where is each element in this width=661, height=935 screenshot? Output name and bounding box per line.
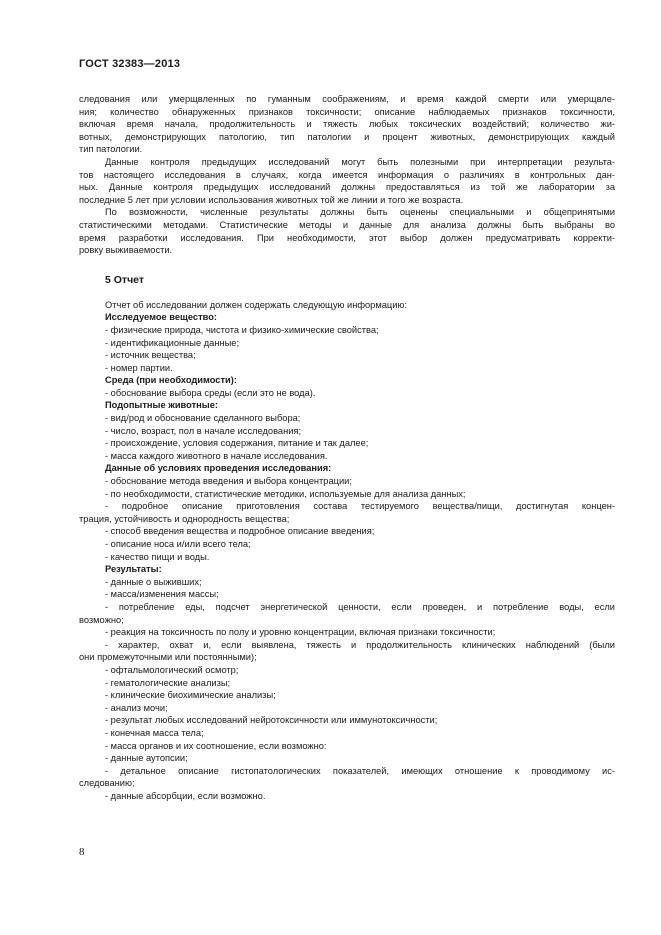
report-line: - масса каждого животного в начале исследования. (105, 450, 328, 461)
report-line: - масса органов и их соотношение, если возможно: (105, 740, 327, 751)
report-line: - офтальмологический осмотр; (105, 664, 239, 675)
page-number: 8 (79, 846, 85, 858)
report-line: - потребление еды, подсчет энергетической ценности, если проведен, и потребление воды, если (105, 601, 615, 612)
report-line: - гематологические анализы; (105, 677, 231, 688)
report-line: - вид/род и обоснование сделанного выбора; (105, 413, 301, 424)
report-line: - обоснование метода введения и выбора концентрации; (105, 476, 352, 487)
report-line: - подробное описание приготовления состава тестируемого вещества/пищи, достигнутая концен- (105, 501, 615, 512)
text-line: вотных, демонстрирующих патологию, тип патологии и процент животных, демонстрирующих каждый (79, 131, 615, 142)
report-line: - данные аутопсии; (105, 753, 188, 764)
text-line: ных. Данные контроля предыдущих исследований должны предоставляться из той же лаборатории за (79, 182, 615, 193)
report-line: Подопытные животные: (105, 400, 218, 411)
text-line: По возможности, численные результаты должны быть оценены специальными и общепринятыми (105, 207, 615, 218)
report-line: - способ введения вещества и подробное описание введения; (105, 526, 375, 537)
document-header: ГОСТ 32383—2013 (79, 58, 181, 70)
report-line: - анализ мочи; (105, 702, 168, 713)
report-line: - описание носа и/или всего тела; (105, 539, 251, 549)
report-line: Среда (при необходимости): (105, 375, 237, 386)
report-line: возможно; (79, 614, 124, 625)
report-line: - физические природа, чистота и физико-химические свойства; (105, 324, 379, 335)
section-title: 5 Отчет (105, 273, 145, 286)
report-line: - данные о выживших; (105, 576, 202, 587)
text-line: включая время начала, продолжительность и тяжесть любых токсических воздействий; количество жи- (79, 119, 615, 130)
report-line: Отчет об исследовании должен содержать следующую информацию: (105, 299, 407, 310)
report-line: - обоснование выбора среды (если это не вода). (105, 387, 316, 398)
report-line: - номер партии. (105, 362, 173, 373)
report-line: они промежуточными или постоянными); (79, 652, 257, 663)
report-line: Результаты: (105, 564, 162, 575)
report-line: - данные абсорбции, если возможно. (105, 790, 266, 801)
report-line: - идентификационные данные; (105, 337, 240, 348)
report-list (79, 299, 615, 803)
text-line: тов настоящего исследования в случаях, когда имеется информация о различиях в контрольных дан- (79, 169, 615, 180)
report-line: - реакция на токсичность по полу и уровню концентрации, включая признаки токсичности; (105, 627, 496, 638)
report-line: - качество пищи и воды. (105, 551, 210, 562)
report-line: трация, устойчивость и однородность вещества; (79, 513, 290, 524)
text-line: последние 5 лет при условии использования животных той же линии и того же возраста. (79, 194, 464, 205)
report-line: следованию; (79, 778, 135, 789)
report-line: Данные об условиях проведения исследования: (105, 463, 332, 474)
text-line: статистическими методами. Статистические методы и данные для анализа должны быть выбраны во (79, 219, 615, 230)
report-line: - результат любых исследований нейротоксичности или иммунотоксичности; (105, 715, 438, 726)
report-line: - характер, охват и, если выявлена, тяжесть и продолжительность клинических наблюдений (были (105, 639, 615, 650)
report-line: - масса/изменения массы; (105, 589, 219, 600)
text-line: время разработки исследования. При необходимости, этот выбор должен предусматривать корректи- (79, 232, 615, 243)
report-line: - происхождение, условия содержания, питание и так далее; (105, 438, 369, 449)
text-line: следования или умерщвленных по гуманным соображениям, и время каждой смерти или умерщвле- (79, 94, 615, 104)
text-line: ровку выживаемости. (79, 245, 173, 256)
report-line: - конечная масса тела; (105, 727, 204, 738)
report-line: - детальное описание гистопатологических показателей, имеющих отношение к проводимому ис- (105, 765, 615, 776)
report-line: Исследуемое вещество: (105, 312, 218, 323)
report-line: - источник вещества; (105, 350, 196, 361)
report-line: - клинические биохимические анализы; (105, 690, 276, 701)
report-line: - число, возраст, пол в начале исследования; (105, 425, 302, 436)
text-line: тип патологии. (79, 144, 143, 155)
document-body (79, 93, 615, 802)
text-line: Данные контроля предыдущих исследований могут быть полезными при интерпретации результа- (105, 156, 615, 167)
report-line: - по необходимости, статистические методики, используемые для анализа данных; (105, 488, 466, 499)
intro-paragraphs (79, 93, 615, 257)
text-line: ния; количество обнаруженных признаков токсичности; описание наблюдаемых признаков токсичности, (79, 106, 615, 117)
